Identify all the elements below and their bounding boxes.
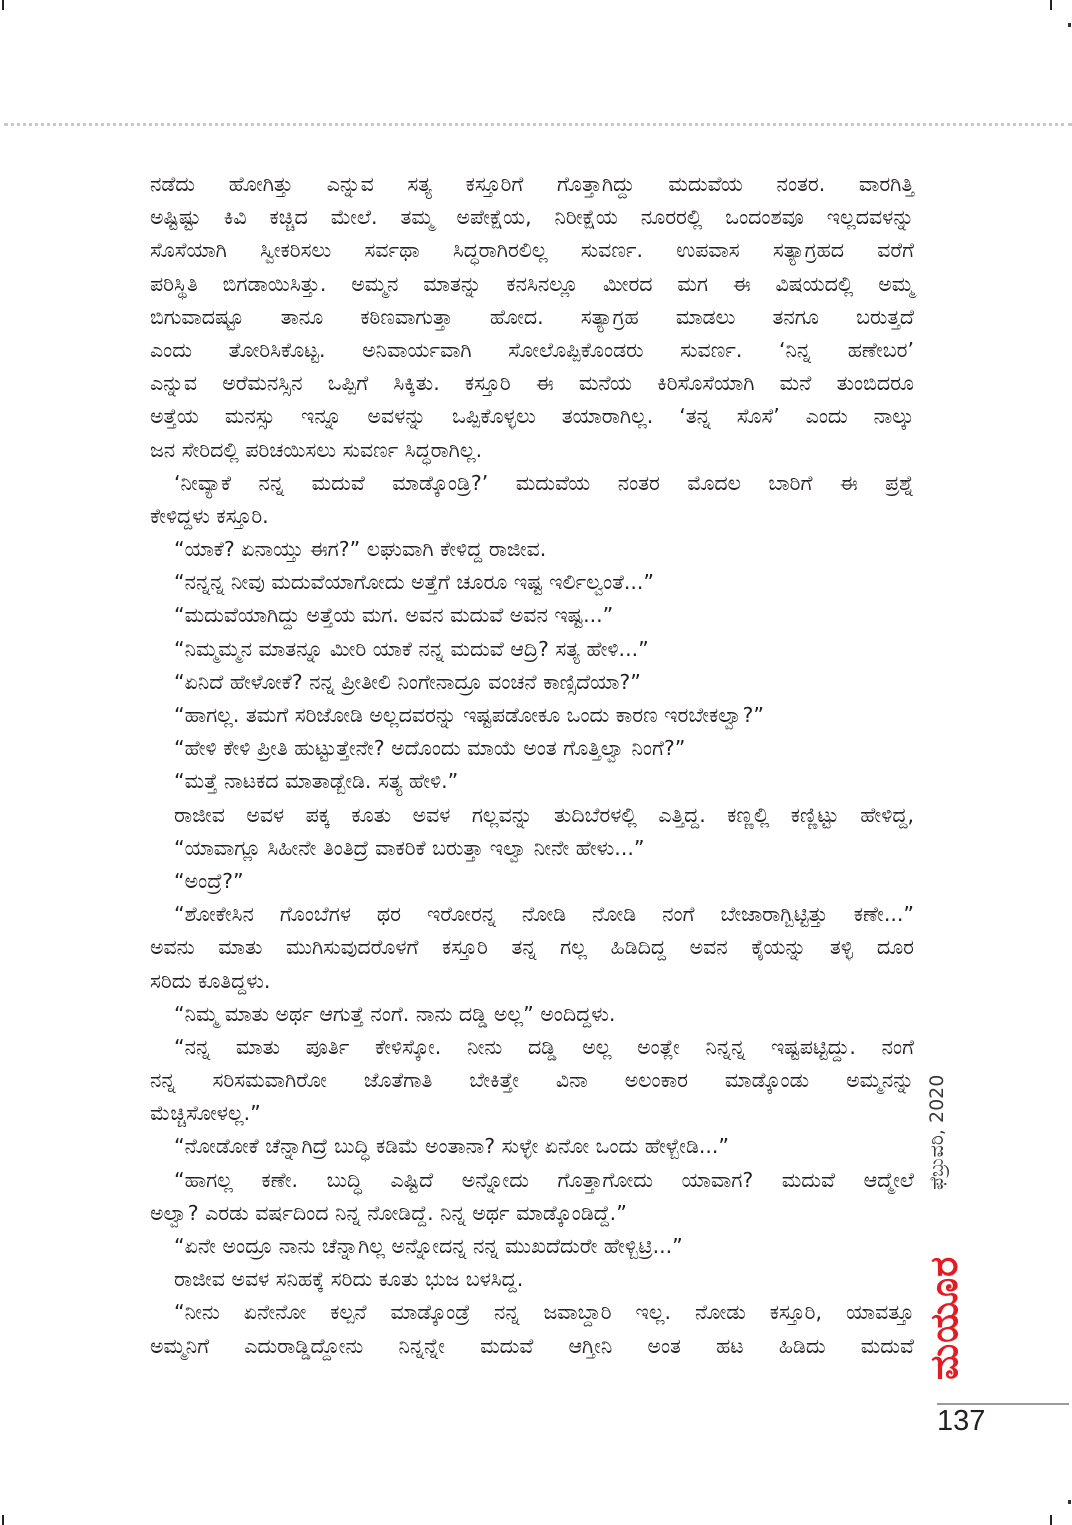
text-line: ಸೊಸೆಯಾಗಿ ಸ್ವೀಕರಿಸಲು ಸರ್ವಥಾ ಸಿದ್ಧರಾಗಿರಲಿಲ್ಲ ಸುವರ್ಣ. ಉಪವಾಸ ಸತ್ಯಾಗ್ರಹದ ವರೆಗೆ — [150, 238, 914, 263]
text-line: “ಯಾಕೆ? ಏನಾಯ್ತು ಈಗ?” ಲಘುವಾಗಿ ಕೇಳಿದ್ದ ರಾಜೀವ. — [174, 537, 547, 562]
text-line: “ಮದುವೆಯಾಗಿದ್ದು ಅತ್ತೆಯ ಮಗ. ಅವನ ಮದುವೆ ಅವನ ಇಷ್ಟ...” — [174, 603, 614, 628]
text-line: “ನೀನು ಏನೇನೋ ಕಲ್ಪನೆ ಮಾಡ್ಕೊಂಡ್ರೆ ನನ್ನ ಜವಾಬ್ದಾರಿ ಇಲ್ಲ. ನೋಡು ಕಸ್ತೂರಿ, ಯಾವತ್ತೂ — [174, 1300, 914, 1325]
registration-mark — [1068, 1500, 1071, 1504]
text-line: “ನಿಮ್ಮಮ್ಮನ ಮಾತನ್ನೂ ಮೀರಿ ಯಾಕೆ ನನ್ನ ಮದುವೆ ಆದ್ರಿ? ಸತ್ಯ ಹೇಳಿ...” — [174, 636, 649, 661]
text-line: ಎಂದು ತೋರಿಸಿಕೊಟ್ಟ. ಅನಿವಾರ್ಯವಾಗಿ ಸೋಲೊಪ್ಪಿಕೊಂಡರು ಸುವರ್ಣ. ‘ನಿನ್ನ ಹಣೇಬರ’ — [150, 337, 914, 362]
text-line: “ಏನಿದೆ ಹೇಳೋಕೆ? ನನ್ನ ಪ್ರೀತೀಲಿ ನಿಂಗೇನಾದ್ರೂ ವಂಚನೆ ಕಾಣ್ಸಿದೆಯಾ?” — [174, 669, 641, 694]
registration-mark — [1068, 23, 1071, 27]
crop-mark — [2, 1515, 4, 1525]
text-line: “ನಿಮ್ಮ ಮಾತು ಅರ್ಥ ಆಗುತ್ತೆ ನಂಗೆ. ನಾನು ದಡ್ಡಿ ಅಲ್ಲ” ಅಂದಿದ್ದಳು. — [174, 1001, 616, 1026]
text-line: “ಹಾಗಲ್ಲ ಕಣೇ. ಬುದ್ಧಿ ಎಷ್ಟಿದೆ ಅನ್ನೋದು ಗೊತ್ತಾಗೋದು ಯಾವಾಗ? ಮದುವೆ ಆದ್ಮೇಲೆ — [174, 1167, 914, 1192]
text-line: “ನೋಡೋಕೆ ಚೆನ್ನಾಗಿದ್ರೆ ಬುದ್ಧಿ ಕಡಿಮೆ ಅಂತಾನಾ? ಸುಳ್ಳೇ ಏನೋ ಒಂದು ಹೇಳ್ಬೇಡಿ...” — [174, 1134, 730, 1159]
text-line: ಅವನು ಮಾತು ಮುಗಿಸುವುದರೊಳಗೆ ಕಸ್ತೂರಿ ತನ್ನ ಗಲ್ಲ ಹಿಡಿದಿದ್ದ ಅವನ ಕೈಯನ್ನು ತಳ್ಳಿ ದೂರ — [150, 935, 914, 960]
text-line: “ಅಂದ್ರೆ?” — [174, 868, 244, 893]
page-number: 137 — [937, 1405, 986, 1437]
magazine-logo: ಮಯೂರ — [922, 1255, 966, 1380]
crop-mark — [1050, 1515, 1052, 1525]
text-line: ಅಷ್ಟಿಷ್ಟು ಕಿವಿ ಕಚ್ಚಿದ ಮೇಲೆ. ತಮ್ಮ ಅಪೇಕ್ಷೆಯ, ನಿರೀಕ್ಷೆಯ ನೂರರಲ್ಲಿ ಒಂದಂಶವೂ ಇಲ್ಲದವಳನ್ನು — [150, 205, 914, 230]
text-line: ಅತ್ತೆಯ ಮನಸ್ಸು ಇನ್ನೂ ಅವಳನ್ನು ಒಪ್ಪಿಕೊಳ್ಳಲು ತಯಾರಾಗಿಲ್ಲ. ‘ತನ್ನ ಸೊಸೆ’ ಎಂದು ನಾಲ್ಕು — [150, 404, 914, 429]
text-line: “ಮತ್ತೆ ನಾಟಕದ ಮಾತಾಡ್ಬೇಡಿ. ಸತ್ಯ ಹೇಳಿ.” — [174, 769, 459, 794]
text-line: ರಾಜೀವ ಅವಳ ಸನಿಹಕ್ಕೆ ಸರಿದು ಕೂತು ಭುಜ ಬಳಸಿದ್ದ. — [174, 1267, 524, 1292]
text-line: “ಏನೇ ಅಂದ್ರೂ ನಾನು ಚೆನ್ನಾಗಿಲ್ಲ ಅನ್ನೋದನ್ನ ನನ್ನ ಮುಖದೆದುರೇ ಹೇಳ್ಬಿಟ್ರಿ...” — [174, 1234, 683, 1258]
text-line: “ಹಾಗಲ್ಲ. ತಮಗೆ ಸರಿಜೋಡಿ ಅಲ್ಲದವರನ್ನು ಇಷ್ಟಪಡೋಕೂ ಒಂದು ಕಾರಣ ಇರಬೇಕಲ್ವಾ?” — [174, 703, 764, 727]
text-line: “ನನ್ನನ್ನ ನೀವು ಮದುವೆಯಾಗೋದು ಅತ್ತೆಗೆ ಚೂರೂ ಇಷ್ಟ ಇರ್ಲಿಲ್ವಂತೆ...” — [174, 570, 655, 595]
text-line: ಪರಿಸ್ಥಿತಿ ಬಿಗಡಾಯಿಸಿತ್ತು. ಅಮ್ಮನ ಮಾತನ್ನು ಕನಸಿನಲ್ಲೂ ಮೀರದ ಮಗ ಈ ವಿಷಯದಲ್ಲಿ ಅಮ್ಮ — [150, 271, 914, 296]
text-line: ರಾಜೀವ ಅವಳ ಪಕ್ಕ ಕೂತು ಅವಳ ಗಲ್ಲವನ್ನು ತುದಿಬೆರಳಲ್ಲಿ ಎತ್ತಿದ್ದ. ಕಣ್ಣಲ್ಲಿ ಕಣ್ಣಿಟ್ಟು ಹೇಳಿದ್ದ, — [174, 802, 914, 827]
text-line: “ಹೇಳಿ ಕೇಳಿ ಪ್ರೀತಿ ಹುಟ್ಟುತ್ತೇನೇ? ಅದೊಂದು ಮಾಯೆ ಅಂತ ಗೊತ್ತಿಲ್ವಾ ನಿಂಗೆ?” — [174, 736, 686, 761]
text-line: “ನನ್ನ ಮಾತು ಪೂರ್ತಿ ಕೇಳಿಸ್ಕೋ. ನೀನು ದಡ್ಡಿ ಅಲ್ಲ ಅಂತ್ಲೇ ನಿನ್ನನ್ನ ಇಷ್ಟಪಟ್ಟಿದ್ದು. ನಂಗೆ — [174, 1034, 914, 1059]
header-dotted-rule — [4, 123, 1072, 126]
text-line: ಸರಿದು ಕೂತಿದ್ದಳು. — [150, 968, 271, 993]
text-line: ‘ನೀವ್ಯಾಕೆ ನನ್ನ ಮದುವೆ ಮಾಡ್ಕೊಂಡ್ರಿ?’ ಮದುವೆಯ ನಂತರ ಮೊದಲ ಬಾರಿಗೆ ಈ ಪ್ರಶ್ನೆ — [174, 470, 914, 495]
crop-mark — [2, 0, 4, 10]
text-line: “ಶೋಕೇಸಿನ ಗೊಂಬೆಗಳ ಥರ ಇರೋರನ್ನ ನೋಡಿ ನೋಡಿ ನಂಗೆ ಬೇಜಾರಾಗ್ಬಿಟ್ಟಿತ್ತು ಕಣೇ...” — [174, 902, 914, 927]
issue-date: ಫೆಬ್ರುವರಿ, 2020 — [926, 1074, 948, 1190]
text-line: ಅಲ್ವಾ? ಎರಡು ವರ್ಷದಿಂದ ನಿನ್ನ ನೋಡಿದ್ದೆ. ನಿನ್ನ ಅರ್ಥ ಮಾಡ್ಕೊಂಡಿದ್ದೆ.” — [150, 1200, 627, 1225]
text-line: ಎನ್ನುವ ಅರೆಮನಸ್ಸಿನ ಒಪ್ಪಿಗೆ ಸಿಕ್ಕಿತು. ಕಸ್ತೂರಿ ಈ ಮನೆಯ ಕಿರಿಸೊಸೆಯಾಗಿ ಮನೆ ತುಂಬಿದರೂ — [150, 371, 914, 396]
text-line: ಅಮ್ಮನಿಗೆ ಎದುರಾಡ್ಡಿದ್ದೋನು ನಿನ್ನನ್ನೇ ಮದುವೆ ಆಗ್ತೀನಿ ಅಂತ ಹಟ ಹಿಡಿದು ಮದುವೆ — [150, 1333, 914, 1358]
text-line: ನನ್ನ ಸರಿಸಮವಾಗಿರೋ ಜೊತೆಗಾತಿ ಬೇಕಿತ್ತೇ ವಿನಾ ಅಲಂಕಾರ ಮಾಡ್ಕೊಂಡು ಅಮ್ಮನನ್ನು — [150, 1068, 914, 1093]
crop-mark — [1050, 0, 1052, 10]
text-line: ನಡೆದು ಹೋಗಿತ್ತು ಎನ್ನುವ ಸತ್ಯ ಕಸ್ತೂರಿಗೆ ಗೊತ್ತಾಗಿದ್ದು ಮದುವೆಯ ನಂತರ. ವಾರಗಿತ್ತಿ — [150, 172, 914, 196]
text-line: “ಯಾವಾಗ್ಲೂ ಸಿಹೀನೇ ತಿಂತಿದ್ರೆ ವಾಕರಿಕೆ ಬರುತ್ತಾ ಇಲ್ವಾ ನೀನೇ ಹೇಳು...” — [174, 835, 645, 860]
text-line: ಕೇಳಿದ್ದಳು ಕಸ್ತೂರಿ. — [150, 503, 269, 528]
text-line: ಜನ ಸೇರಿದಲ್ಲಿ ಪರಿಚಯಿಸಲು ಸುವರ್ಣ ಸಿದ್ಧರಾಗಿಲ್ಲ. — [150, 437, 483, 462]
article-body — [150, 168, 914, 1363]
text-line: ಬಿಗುವಾದಷ್ಟೂ ತಾನೂ ಕಠಿಣವಾಗುತ್ತಾ ಹೋದ. ಸತ್ಯಾಗ್ರಹ ಮಾಡಲು ತನಗೂ ಬರುತ್ತದೆ — [150, 304, 914, 329]
text-line: ಮೆಚ್ಚಿಸೋಳಲ್ಲ.” — [150, 1101, 261, 1126]
